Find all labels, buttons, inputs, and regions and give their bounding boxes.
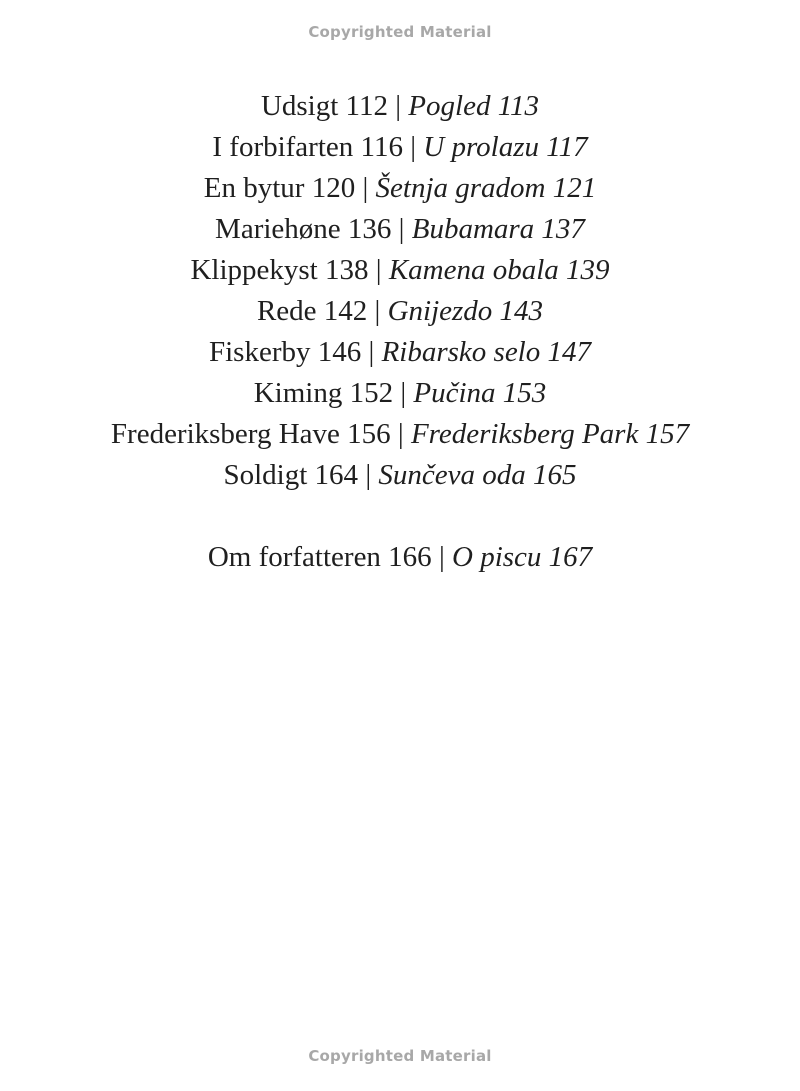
toc-entry-croatian: Pučina 153 <box>413 377 547 409</box>
toc-entry-danish: Fiskerby 146 <box>209 336 362 368</box>
toc-entry-danish: Kiming 152 <box>253 377 394 409</box>
toc-entry[interactable] <box>0 86 800 127</box>
toc-entry[interactable] <box>0 373 800 414</box>
toc-entry[interactable] <box>0 414 800 455</box>
toc-separator: | <box>362 172 369 204</box>
toc-entry-croatian: Bubamara 137 <box>411 213 585 245</box>
copyright-watermark-top: Copyrighted Material <box>308 23 492 41</box>
toc-entry[interactable] <box>0 291 800 332</box>
toc-entry-croatian: Šetnja gradom 121 <box>375 172 597 204</box>
toc-entry-danish: Om forfatteren 166 <box>207 541 432 573</box>
copyright-watermark-bottom: Copyrighted Material <box>308 1047 492 1065</box>
toc-entry-danish: Soldigt 164 <box>223 459 359 491</box>
toc-entry-danish: I forbifarten 116 <box>212 131 403 163</box>
toc-entry-danish: Klippekyst 138 <box>190 254 369 286</box>
toc-entry-danish: Rede 142 <box>256 295 368 327</box>
toc-spacer <box>0 496 800 537</box>
toc-entry-croatian: Sunčeva oda 165 <box>378 459 577 491</box>
toc-separator: | <box>365 459 372 491</box>
table-of-contents <box>0 86 800 578</box>
toc-entry[interactable] <box>0 455 800 496</box>
toc-separator: | <box>410 131 417 163</box>
toc-entry-croatian: U prolazu 117 <box>423 131 588 163</box>
toc-separator: | <box>374 295 381 327</box>
toc-entry[interactable] <box>0 209 800 250</box>
toc-entry-croatian: Frederiksberg Park 157 <box>410 418 690 450</box>
toc-entry[interactable] <box>0 168 800 209</box>
toc-entry-about-author[interactable] <box>0 537 800 578</box>
toc-separator: | <box>375 254 382 286</box>
toc-entry-croatian: Ribarsko selo 147 <box>381 336 591 368</box>
toc-separator: | <box>368 336 375 368</box>
toc-entry[interactable] <box>0 332 800 373</box>
toc-separator: | <box>438 541 445 573</box>
toc-entry-danish: En bytur 120 <box>203 172 356 204</box>
toc-entry-croatian: Kamena obala 139 <box>388 254 610 286</box>
toc-separator: | <box>400 377 407 409</box>
toc-entry[interactable] <box>0 250 800 291</box>
toc-entry-danish: Mariehøne 136 <box>215 213 392 245</box>
toc-separator: | <box>395 90 402 122</box>
toc-entry-croatian: O piscu 167 <box>452 541 593 573</box>
toc-entry[interactable] <box>0 127 800 168</box>
toc-separator: | <box>398 213 405 245</box>
toc-entry-croatian: Pogled 113 <box>408 90 540 122</box>
toc-entry-danish: Frederiksberg Have 156 <box>110 418 391 450</box>
toc-entry-danish: Udsigt 112 <box>260 90 388 122</box>
toc-entry-croatian: Gnijezdo 143 <box>387 295 544 327</box>
toc-separator: | <box>397 418 404 450</box>
